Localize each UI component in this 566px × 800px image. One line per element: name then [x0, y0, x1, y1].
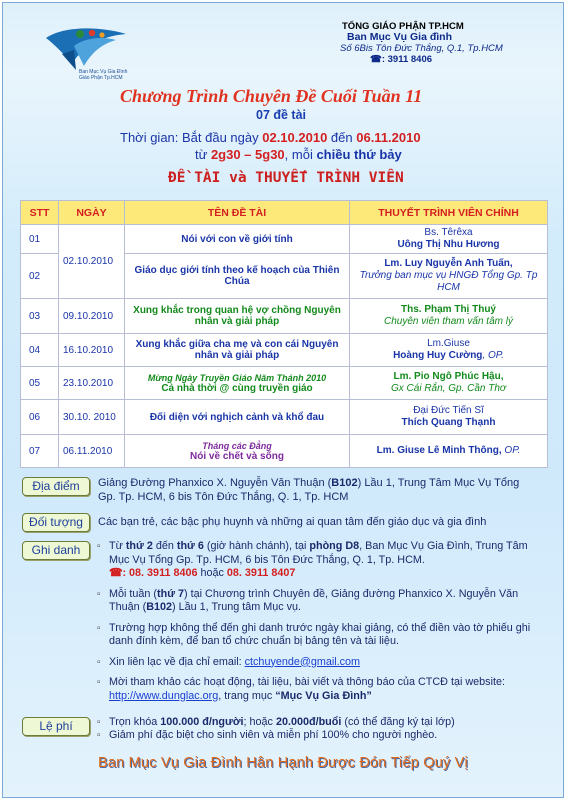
location-text: Giảng Đường Phanxico X. Nguyễn Văn Thuận (B102) Lầu 1, Trung Tâm Mục Vụ Tổng Gp. Tp. HCM, 6 bis Tôn Đức Thắng, Q. 1, Tp. HCM	[98, 477, 520, 503]
list-item: ▫ Trường hợp không thể đến ghi danh trước ngày khai giảng, có thể điền vào tờ phiếu ghi danh đính kèm, để ban tổ chức chuẩn bị bảng tên và tài liệu.	[97, 622, 537, 649]
phone-icon: ☎	[109, 567, 123, 579]
table-header-row	[21, 201, 548, 225]
welcome-footer: Ban Mục Vụ Gia Đình Hân Hạnh Được Đón Tiếp Quý Vị	[98, 755, 468, 771]
col-topic: TÊN ĐỀ TÀI	[125, 201, 350, 225]
website-link[interactable]: http://www.dunglac.org	[109, 689, 219, 702]
col-stt: STT	[21, 201, 59, 225]
table-row: 06 30.10. 2010 Đối diện với nghịch cảnh và khổ đau Đại Đức Tiến Sĩ Thích Quang Thạnh	[21, 400, 548, 435]
ministry-address: Số 6Bis Tôn Đức Thắng, Q.1, Tp.HCM	[340, 43, 503, 54]
program-title: Chương Trình Chuyên Đề Cuối Tuần 11	[120, 86, 423, 106]
section-heading: ĐỀ TÀI và THUYẾT TRÌNH VIÊN	[168, 170, 404, 186]
ministry-phone: ☎: 3911 8406	[370, 54, 433, 65]
audience-text: Các bạn trẻ, các bậc phụ huynh và những ai quan tâm đến giáo dục và gia đình	[98, 516, 487, 528]
fee-label: Lệ phí	[22, 717, 90, 736]
list-item: ▫ Giảm phí đặc biệt cho sinh viên và miễn phí 100% cho người nghèo.	[97, 729, 537, 742]
list-item: ▫ Trọn khóa 100.000 đ/người; hoặc 20.000đ/buổi (có thể đăng ký tại lớp)	[97, 716, 537, 729]
table-row: 03 09.10.2010 Xung khắc trong quan hệ vợ chồng Nguyên nhân và giải pháp Ths. Phạm Thị Thuý Chuyên viên tham vấn tâm lý	[21, 299, 548, 334]
logo-caption: Ban Mục Vụ Gia Đình Giáo Phận Tp.HCM	[79, 69, 128, 81]
table-row: 04 16.10.2010 Xung khắc giữa cha mẹ và con cái Nguyên nhân và giải pháp Lm.Giuse Hoàng Huy Cường, OP.	[21, 334, 548, 367]
col-speaker: THUYẾT TRÌNH VIÊN CHÍNH	[350, 201, 548, 225]
col-date: NGÀY	[59, 201, 125, 225]
email-link[interactable]: ctchuyende@gmail.com	[244, 655, 361, 668]
topic-count: 07 đề tài	[256, 108, 307, 122]
time-line-2: từ 2g30 – 5g30, mỗi chiều thứ bảy	[195, 147, 402, 162]
registration-list	[97, 540, 537, 710]
schedule-table	[20, 200, 548, 468]
table-row: 01 02.10.2010 Nói với con về giới tính Bs. Têrêxa Uông Thị Nhu Hương	[21, 225, 548, 254]
audience-label: Đối tượng	[22, 513, 90, 532]
table-row: 05 23.10.2010 Mừng Ngày Truyền Giáo Năm Thánh 2010 Cả nhà thời @ cùng truyền giáo Lm. Pio Ngô Phúc Hậu, Gx Cái Rắn, Gp. Cần Thơ	[21, 367, 548, 400]
phone-icon: ☎	[370, 54, 382, 65]
time-line-1: Thời gian: Bắt đầu ngày 02.10.2010 đến 06.11.2010	[120, 130, 421, 145]
location-label: Địa điểm	[22, 477, 90, 496]
ministry-name: Ban Mục Vụ Gia đình	[347, 31, 453, 43]
list-item: ▫ Mỗi tuần (thứ 7) tại Chương trình Chuyên đề, Giảng đường Phanxico X. Nguyễn Văn Thuận (B102) Lầu 1, Trung tâm Mục vụ.	[97, 588, 537, 615]
list-item: ▫ Từ thứ 2 đến thứ 6 (giờ hành chánh), tại phòng D8, Ban Mục Vụ Gia Đình, Trung Tâm Mục Vụ Tổng Gp. Tp. HCM, 6 bis Tôn Đức Thắng, Q. 1, Tp. HCM. ☎: 08. 3911 8406 hoặc 08. 3911 8407	[97, 540, 537, 581]
table-row: 02 Giáo dục giới tính theo kế hoạch của Thiên Chúa Lm. Luy Nguyễn Anh Tuấn, Trưởng ban mục vụ HNGĐ Tổng Gp. Tp HCM	[21, 254, 548, 299]
list-item: ▫ Xin liên lạc về địa chỉ email: ctchuyende@gmail.com	[97, 656, 537, 670]
list-item: ▫ Mời tham khảo các hoạt động, tài liệu, bài viết và thông báo của CTCĐ tại website: http://www.dunglac.org, trang mục “Mục Vụ Gia Đình”	[97, 676, 537, 703]
organization-block	[330, 21, 530, 65]
fee-list	[97, 716, 537, 742]
registration-label: Ghi danh	[22, 541, 90, 560]
table-row: 07 06.11.2010 Tháng các Đẳng Nói về chết và sống Lm. Giuse Lê Minh Thông, OP.	[21, 435, 548, 468]
archdiocese-name: TỔNG GIÁO PHẬN TP.HCM	[342, 21, 464, 32]
